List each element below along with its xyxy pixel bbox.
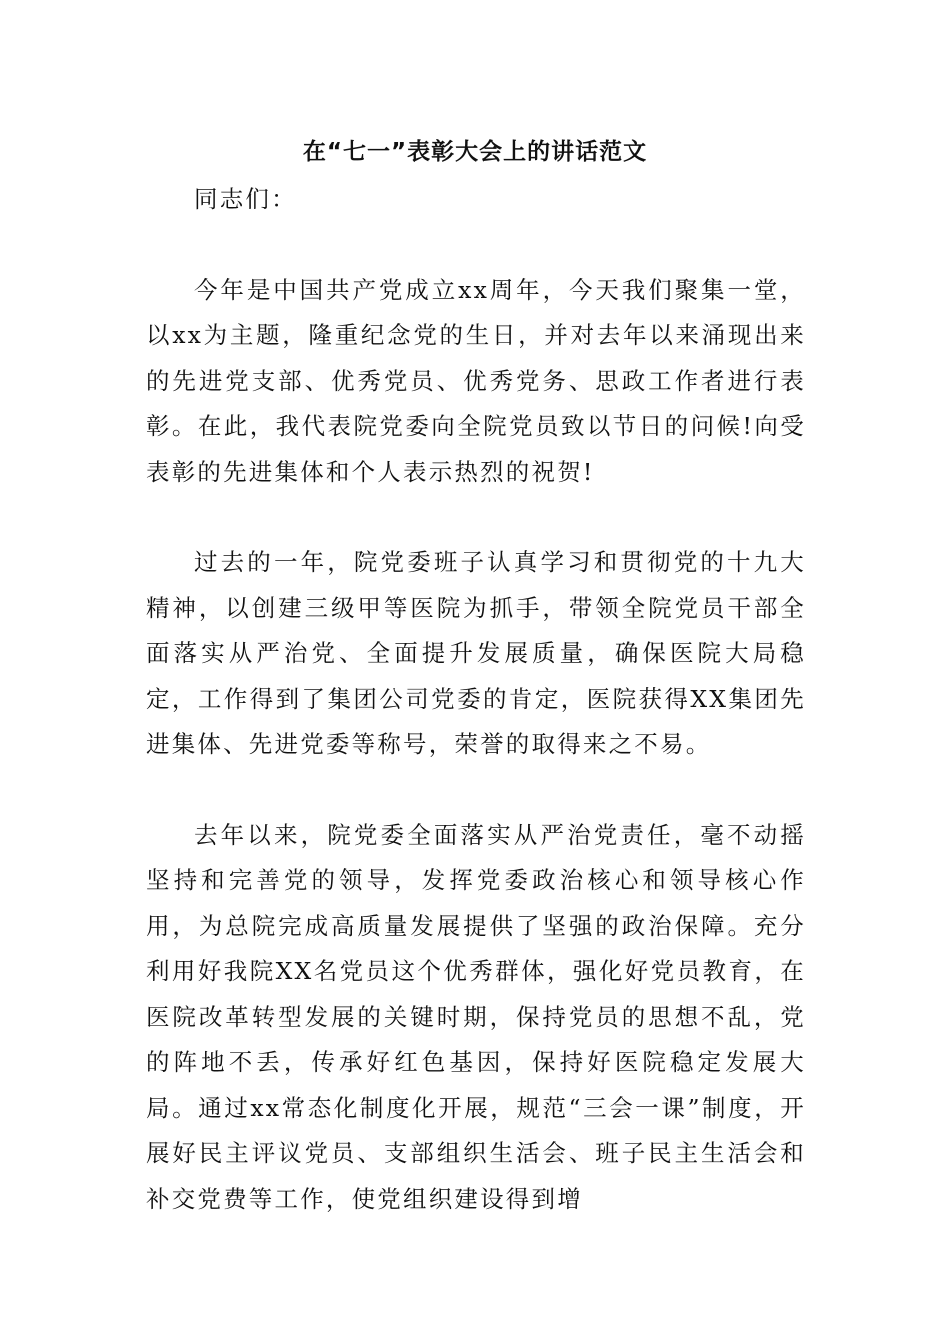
paragraph-3: 去年以来，院党委全面落实从严治党责任，毫不动摇坚持和完善党的领导，发挥党委政治核心和领导核心作用，为总院完成高质量发展提供了坚强的政治保障。充分利用好我院XX名党员这个优秀群体，强化好党员教育，在医院改革转型发展的关键时期，保持党员的思想不乱，党的阵地不丢，传承好红色基因，保持好医院稳定发展大局。通过xx常态化制度化开展，规范“三会一课”制度，开展好民主评议党员、支部组织生活会、班子民主生活会和补交党费等工作，使党组织建设得到增: [146, 820, 806, 1213]
document-body: [146, 177, 806, 1267]
document-title: 在“七一”表彰大会上的讲话范文: [302, 139, 648, 165]
salutation: 同志们：: [194, 185, 297, 213]
paragraph-1: 今年是中国共产党成立xx周年，今天我们聚集一堂，以xx为主题，隆重纪念党的生日，并对去年以来涌现出来的先进党支部、优秀党员、优秀党务、思政工作者进行表彰。在此，我代表院党委向全院党员致以节日的问候!向受表彰的先进集体和个人表示热烈的祝贺!: [146, 275, 806, 486]
paragraph-2: 过去的一年，院党委班子认真学习和贯彻党的十九大精神，以创建三级甲等医院为抓手，带领全院党员干部全面落实从严治党、全面提升发展质量，确保医院大局稳定，工作得到了集团公司党委的肯定，医院获得XX集团先进集体、先进党委等称号，荣誉的取得来之不易。: [146, 548, 806, 758]
